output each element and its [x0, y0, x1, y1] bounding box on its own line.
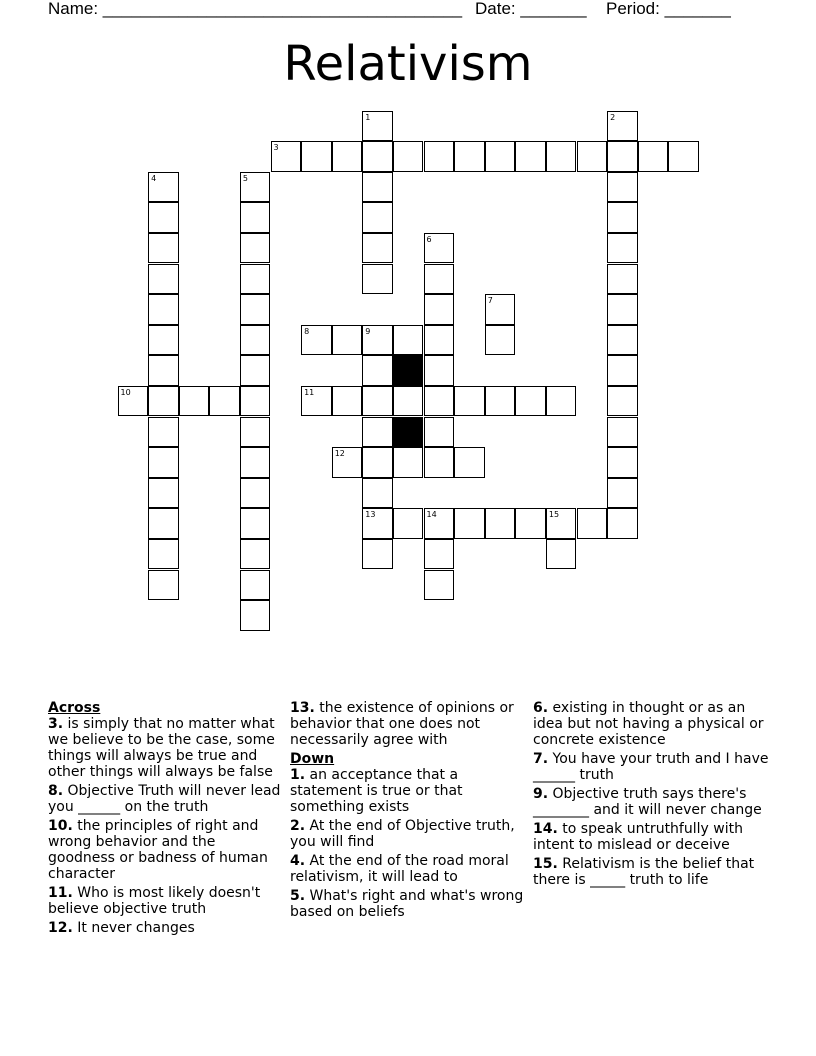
grid-cell[interactable] — [240, 264, 271, 295]
clues-column-3 — [533, 700, 773, 891]
grid-cell[interactable] — [362, 508, 393, 539]
grid-cell[interactable] — [332, 325, 363, 356]
grid-cell[interactable] — [240, 325, 271, 356]
grid-cell[interactable] — [454, 141, 485, 172]
grid-cell[interactable] — [424, 355, 455, 386]
clue-number: 15 — [548, 510, 560, 520]
grid-cell[interactable] — [607, 386, 638, 417]
grid-cell[interactable] — [148, 172, 179, 203]
grid-cell[interactable] — [515, 508, 546, 539]
grid-cell[interactable] — [301, 141, 332, 172]
down-heading: Down — [290, 751, 335, 767]
clue-across-11: 11. Who is most likely doesn't believe objective truth — [48, 885, 261, 917]
grid-cell[interactable] — [301, 325, 332, 356]
grid-cell[interactable] — [209, 386, 240, 417]
grid-cell[interactable] — [485, 294, 516, 325]
grid-cell[interactable] — [240, 539, 271, 570]
clue-number: 13 — [365, 510, 376, 520]
grid-cell[interactable] — [546, 508, 577, 539]
grid-cell[interactable] — [148, 447, 179, 478]
grid-cell[interactable] — [240, 386, 271, 417]
grid-cell[interactable] — [332, 141, 363, 172]
grid-cell[interactable] — [362, 141, 393, 172]
grid-cell[interactable] — [515, 386, 546, 417]
grid-block-cell — [393, 355, 424, 386]
grid-cell[interactable] — [362, 111, 393, 142]
clue-down-6: 6. existing in thought or as an idea but not having a physical or concrete existence — [533, 700, 764, 748]
grid-cell[interactable] — [240, 355, 271, 386]
grid-cell[interactable] — [240, 447, 271, 478]
clue-number: 10 — [120, 387, 131, 397]
grid-block-cell — [393, 417, 424, 448]
grid-cell[interactable] — [362, 386, 393, 417]
grid-cell[interactable] — [148, 233, 179, 264]
name-field-label: Name: ______________________________________ — [48, 0, 463, 18]
grid-cell[interactable] — [668, 141, 699, 172]
grid-cell[interactable] — [454, 447, 485, 478]
clue-number: 9 — [365, 326, 371, 336]
grid-cell[interactable] — [607, 447, 638, 478]
grid-cell[interactable] — [424, 264, 455, 295]
grid-cell[interactable] — [148, 294, 179, 325]
grid-cell[interactable] — [607, 508, 638, 539]
clue-number: 1 — [365, 112, 371, 122]
grid-cell[interactable] — [607, 172, 638, 203]
grid-cell[interactable] — [424, 141, 455, 172]
grid-cell[interactable] — [362, 417, 393, 448]
clues-column-1 — [48, 700, 284, 939]
grid-cell[interactable] — [393, 447, 424, 478]
grid-cell[interactable] — [148, 202, 179, 233]
grid-cell[interactable] — [362, 447, 393, 478]
page-title: Relativism — [283, 36, 533, 92]
grid-cell[interactable] — [240, 202, 271, 233]
clue-number: 12 — [334, 449, 345, 459]
grid-cell[interactable] — [454, 508, 485, 539]
grid-cell[interactable] — [362, 325, 393, 356]
grid-cell[interactable] — [546, 539, 577, 570]
clue-number: 6 — [426, 234, 432, 244]
grid-cell[interactable] — [607, 325, 638, 356]
grid-cell[interactable] — [240, 570, 271, 601]
grid-cell[interactable] — [118, 386, 149, 417]
clue-number: 2 — [610, 112, 616, 122]
grid-cell[interactable] — [148, 264, 179, 295]
clue-number: 11 — [304, 387, 315, 397]
grid-cell[interactable] — [362, 539, 393, 570]
grid-cell[interactable] — [577, 141, 608, 172]
clue-number: 8 — [304, 326, 310, 336]
grid-cell[interactable] — [607, 141, 638, 172]
clue-down-7: 7. You have your truth and I have ______ truth — [533, 751, 769, 783]
grid-cell[interactable] — [424, 233, 455, 264]
grid-cell[interactable] — [424, 447, 455, 478]
grid-cell[interactable] — [424, 417, 455, 448]
grid-cell[interactable] — [393, 386, 424, 417]
grid-cell[interactable] — [515, 141, 546, 172]
clue-number: 7 — [487, 296, 493, 306]
grid-cell[interactable] — [240, 478, 271, 509]
grid-cell[interactable] — [424, 325, 455, 356]
grid-cell[interactable] — [301, 386, 332, 417]
grid-cell[interactable] — [362, 202, 393, 233]
date-field-label: Date: _______ — [475, 0, 587, 18]
clues-column-2 — [290, 700, 526, 923]
grid-cell[interactable] — [362, 233, 393, 264]
across-heading: Across — [48, 700, 101, 716]
clue-down-5: 5. What's right and what's wrong based on beliefs — [290, 888, 524, 920]
clue-down-2: 2. At the end of Objective truth, you will find — [290, 818, 515, 850]
clue-number: 14 — [426, 510, 437, 520]
clue-across-12: 12. It never changes — [48, 920, 195, 936]
grid-cell[interactable] — [454, 386, 485, 417]
grid-cell[interactable] — [148, 570, 179, 601]
grid-cell[interactable] — [638, 141, 669, 172]
grid-cell[interactable] — [485, 141, 516, 172]
grid-cell[interactable] — [546, 141, 577, 172]
grid-cell[interactable] — [362, 478, 393, 509]
grid-cell[interactable] — [271, 141, 302, 172]
clue-number: 4 — [151, 173, 157, 183]
grid-cell[interactable] — [485, 508, 516, 539]
grid-cell[interactable] — [485, 386, 516, 417]
grid-cell[interactable] — [362, 172, 393, 203]
grid-cell[interactable] — [607, 233, 638, 264]
grid-cell[interactable] — [607, 264, 638, 295]
clue-across-3: 3. is simply that no matter what we believe to be the case, some things will always be true and other things will always be false — [48, 716, 275, 780]
grid-cell[interactable] — [332, 386, 363, 417]
grid-cell[interactable] — [240, 600, 271, 631]
clue-down-15: 15. Relativism is the belief that there is _____ truth to life — [533, 856, 755, 888]
clue-number: 3 — [273, 143, 279, 153]
grid-cell[interactable] — [148, 508, 179, 539]
clue-down-14: 14. to speak untruthfully with intent to mislead or deceive — [533, 821, 743, 853]
grid-cell[interactable] — [362, 355, 393, 386]
period-field-label: Period: _______ — [606, 0, 731, 18]
grid-cell[interactable] — [607, 202, 638, 233]
grid-cell[interactable] — [607, 478, 638, 509]
clue-down-9: 9. Objective truth says there's ________ and it will never change — [533, 786, 762, 818]
grid-cell[interactable] — [485, 325, 516, 356]
clue-down-4: 4. At the end of the road moral relativism, it will lead to — [290, 853, 509, 885]
grid-cell[interactable] — [179, 386, 210, 417]
grid-cell[interactable] — [424, 294, 455, 325]
grid-cell[interactable] — [240, 172, 271, 203]
clue-across-8: 8. Objective Truth will never lead you ______ on the truth — [48, 783, 281, 815]
grid-cell[interactable] — [148, 325, 179, 356]
grid-cell[interactable] — [424, 386, 455, 417]
grid-cell[interactable] — [332, 447, 363, 478]
grid-cell[interactable] — [546, 386, 577, 417]
clue-across-13: 13. the existence of opinions or behavior that one does not necessarily agree with — [290, 700, 514, 748]
grid-cell[interactable] — [240, 508, 271, 539]
grid-cell[interactable] — [148, 417, 179, 448]
grid-cell[interactable] — [393, 141, 424, 172]
grid-cell[interactable] — [362, 264, 393, 295]
grid-cell[interactable] — [240, 294, 271, 325]
clue-number: 5 — [242, 173, 248, 183]
grid-cell[interactable] — [148, 355, 179, 386]
grid-cell[interactable] — [424, 508, 455, 539]
grid-cell[interactable] — [240, 417, 271, 448]
grid-cell[interactable] — [393, 325, 424, 356]
grid-cell[interactable] — [607, 294, 638, 325]
grid-cell[interactable] — [148, 539, 179, 570]
grid-cell[interactable] — [424, 539, 455, 570]
grid-cell[interactable] — [607, 355, 638, 386]
clue-across-10: 10. the principles of right and wrong behavior and the goodness or badness of human character — [48, 818, 268, 882]
grid-cell[interactable] — [240, 233, 271, 264]
grid-cell[interactable] — [148, 478, 179, 509]
grid-cell[interactable] — [577, 508, 608, 539]
clue-down-1: 1. an acceptance that a statement is true or that something exists — [290, 767, 463, 815]
grid-cell[interactable] — [607, 417, 638, 448]
grid-cell[interactable] — [148, 386, 179, 417]
grid-cell[interactable] — [607, 111, 638, 142]
grid-cell[interactable] — [424, 570, 455, 601]
grid-cell[interactable] — [393, 508, 424, 539]
